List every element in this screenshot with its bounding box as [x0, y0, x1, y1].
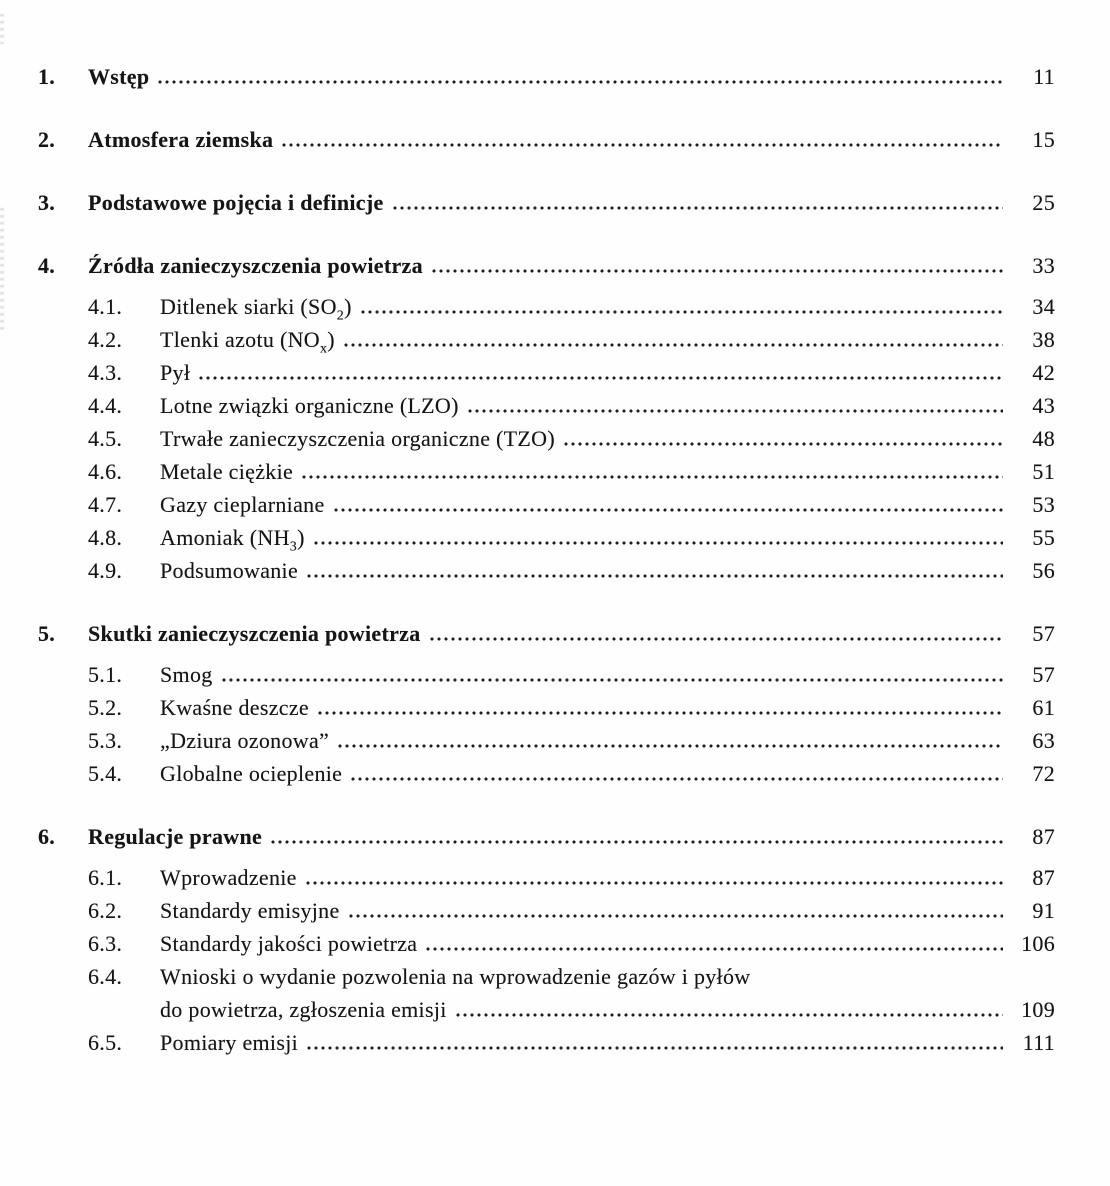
entry-title: [160, 455, 293, 488]
entry-page-number: 87: [1032, 824, 1055, 849]
entry-title: [88, 617, 421, 650]
entry-title-text: Pył: [160, 360, 191, 385]
entry-title-text: Podstawowe pojęcia i definicje: [88, 190, 384, 215]
entry-page-number: 43: [1032, 393, 1055, 418]
dot-leader: [430, 637, 1003, 641]
dot-leader: [271, 840, 1003, 844]
entry-title-text: ): [327, 327, 335, 352]
entry-title: [88, 186, 384, 219]
toc-entry: [0, 356, 1055, 389]
scan-artifact: [0, 14, 4, 44]
dot-leader: [468, 409, 1003, 413]
entry-title-text: Podsumowanie: [160, 558, 299, 583]
entry-page-number: 56: [1032, 558, 1055, 583]
entry-title-text: Pomiary emisji: [160, 1030, 299, 1055]
dot-leader: [349, 914, 1003, 918]
entry-page-number: 106: [1021, 931, 1055, 956]
toc-entry: [0, 422, 1055, 455]
entry-number: 6.4.: [88, 964, 123, 989]
entry-page-number: 34: [1032, 294, 1055, 319]
entry-number: 4.5.: [88, 426, 123, 451]
entry-number: 6.: [38, 824, 56, 849]
toc-entry: [0, 488, 1055, 521]
entry-title-text: Wprowadzenie: [160, 865, 297, 890]
toc-entry: [0, 1026, 1055, 1059]
toc-entry: [0, 960, 1055, 993]
entry-title: [160, 927, 417, 960]
dot-leader: [318, 711, 1003, 715]
entry-number: 6.3.: [88, 931, 123, 956]
entry-title-text: Amoniak (NH: [160, 525, 290, 550]
entry-title-subscript: x: [319, 341, 328, 357]
toc-entry: [0, 894, 1055, 927]
entry-title-text: Globalne ocieplenie: [160, 761, 343, 786]
entry-page-number: 111: [1022, 1030, 1055, 1055]
entry-number: 5.1.: [88, 662, 123, 687]
toc-entry: [0, 658, 1055, 691]
entry-number: 2.: [38, 127, 56, 152]
entry-number: 4.9.: [88, 558, 123, 583]
dot-leader: [302, 475, 1003, 479]
entry-title: [160, 1026, 298, 1059]
dot-leader: [564, 442, 1003, 446]
toc-entry: [0, 455, 1055, 488]
entry-title: [160, 488, 325, 521]
entry-title-subscript: 3: [289, 539, 298, 555]
entry-title-text: Skutki zanieczyszczenia powietrza: [88, 621, 421, 646]
dot-leader: [306, 881, 1003, 885]
entry-number: 4.3.: [88, 360, 123, 385]
dot-leader: [199, 376, 1003, 380]
entry-title: [160, 554, 298, 587]
entry-page-number: 72: [1032, 761, 1055, 786]
entry-title: [160, 658, 213, 691]
entry-title-text: Tlenki azotu (NO: [160, 327, 320, 352]
entry-number: 4.7.: [88, 492, 123, 517]
dot-leader: [351, 777, 1003, 781]
entry-page-number: 91: [1032, 898, 1055, 923]
toc-entry: [0, 186, 1055, 219]
entry-title: [160, 323, 335, 356]
entry-page-number: 48: [1032, 426, 1055, 451]
dot-leader: [158, 80, 1003, 84]
entry-number: 6.2.: [88, 898, 123, 923]
dot-leader: [334, 508, 1003, 512]
entry-page-number: 57: [1032, 621, 1055, 646]
entry-title-subscript: 2: [336, 308, 345, 324]
dot-leader: [307, 574, 1003, 578]
entry-number: 3.: [38, 190, 56, 215]
entry-title-text: Kwaśne deszcze: [160, 695, 309, 720]
entry-number: 4.1.: [88, 294, 123, 319]
toc-entry: [0, 757, 1055, 790]
entry-title: [160, 993, 447, 1026]
entry-title-text: Gazy cieplarniane: [160, 492, 325, 517]
entry-title-text: Metale ciężkie: [160, 459, 294, 484]
entry-page-number: 33: [1032, 253, 1055, 278]
dot-leader: [222, 678, 1003, 682]
dot-leader: [361, 310, 1003, 314]
entry-page-number: 87: [1032, 865, 1055, 890]
entry-title-text: Standardy emisyjne: [160, 898, 340, 923]
entry-title-text: Atmosfera ziemska: [88, 127, 274, 152]
toc-entry: [0, 691, 1055, 724]
dot-leader: [426, 947, 1003, 951]
entry-title: [88, 820, 262, 853]
toc-entry-continuation: [0, 993, 1055, 1026]
entry-title-text: ): [297, 525, 305, 550]
entry-page-number: 61: [1032, 695, 1055, 720]
entry-title: [160, 757, 342, 790]
entry-number: 4.2.: [88, 327, 123, 352]
entry-title: [160, 521, 305, 554]
entry-title: [160, 422, 555, 455]
dot-leader: [456, 1013, 1003, 1017]
toc-list: [0, 60, 1055, 1186]
entry-number: 4.4.: [88, 393, 123, 418]
entry-page-number: 11: [1033, 64, 1055, 89]
entry-page-number: 57: [1032, 662, 1055, 687]
entry-page-number: 15: [1032, 127, 1055, 152]
entry-title-text: Regulacje prawne: [88, 824, 263, 849]
entry-title: [88, 249, 423, 282]
toc-entry: [0, 724, 1055, 757]
entry-title: [160, 894, 340, 927]
entry-title-text: Standardy jakości powietrza: [160, 931, 418, 956]
entry-title: [160, 389, 459, 422]
entry-title-text: Wnioski o wydanie pozwolenia na wprowadzenie gazów i pyłów: [160, 964, 751, 989]
entry-number: 5.: [38, 621, 56, 646]
toc-entry: [0, 617, 1055, 650]
dot-leader: [314, 541, 1003, 545]
toc-entry: [0, 927, 1055, 960]
entry-title: [160, 724, 329, 757]
entry-number: 5.3.: [88, 728, 123, 753]
dot-leader: [338, 744, 1003, 748]
toc-entry: [0, 290, 1055, 323]
entry-title-text: Lotne związki organiczne (LZO): [160, 393, 459, 418]
entry-title-text: ): [344, 294, 352, 319]
dot-leader: [307, 1046, 1003, 1050]
toc-entry: [0, 60, 1055, 93]
entry-page-number: 63: [1032, 728, 1055, 753]
entry-number: 6.5.: [88, 1030, 123, 1055]
entry-number: 5.4.: [88, 761, 123, 786]
entry-page-number: 53: [1032, 492, 1055, 517]
entry-title: [160, 691, 309, 724]
entry-title: [88, 123, 273, 156]
dot-leader: [393, 206, 1003, 210]
entry-page-number: 25: [1032, 190, 1055, 215]
entry-number: 4.6.: [88, 459, 123, 484]
toc-entry: [0, 249, 1055, 282]
entry-number: 4.: [38, 253, 56, 278]
entry-page-number: 42: [1032, 360, 1055, 385]
entry-title-text: Trwałe zanieczyszczenia organiczne (TZO): [160, 426, 555, 451]
toc-entry: [0, 123, 1055, 156]
toc-entry: [0, 521, 1055, 554]
entry-title: [88, 60, 149, 93]
dot-leader: [344, 343, 1003, 347]
entry-title-text: Smog: [160, 662, 213, 687]
entry-title-text: Źródła zanieczyszczenia powietrza: [88, 253, 423, 278]
entry-number: 6.1.: [88, 865, 123, 890]
toc-entry: [0, 861, 1055, 894]
entry-title: [160, 356, 190, 389]
entry-title-text: „Dziura ozonowa”: [160, 728, 330, 753]
entry-number: 5.2.: [88, 695, 123, 720]
entry-number: 1.: [38, 64, 56, 89]
entry-number: 4.8.: [88, 525, 123, 550]
toc-entry: [0, 820, 1055, 853]
entry-title: [160, 960, 750, 993]
entry-title-text: Ditlenek siarki (SO: [160, 294, 337, 319]
entry-title: [160, 290, 352, 323]
toc-entry: [0, 554, 1055, 587]
entry-page-number: 109: [1021, 997, 1055, 1022]
entry-page-number: 51: [1032, 459, 1055, 484]
entry-title-text: do powietrza, zgłoszenia emisji: [160, 997, 447, 1022]
dot-leader: [432, 269, 1003, 273]
entry-page-number: 55: [1032, 525, 1055, 550]
toc-entry: [0, 389, 1055, 422]
toc-entry: [0, 323, 1055, 356]
dot-leader: [282, 143, 1003, 147]
entry-title-text: Wstęp: [88, 64, 150, 89]
entry-title: [160, 861, 297, 894]
entry-page-number: 38: [1032, 327, 1055, 352]
